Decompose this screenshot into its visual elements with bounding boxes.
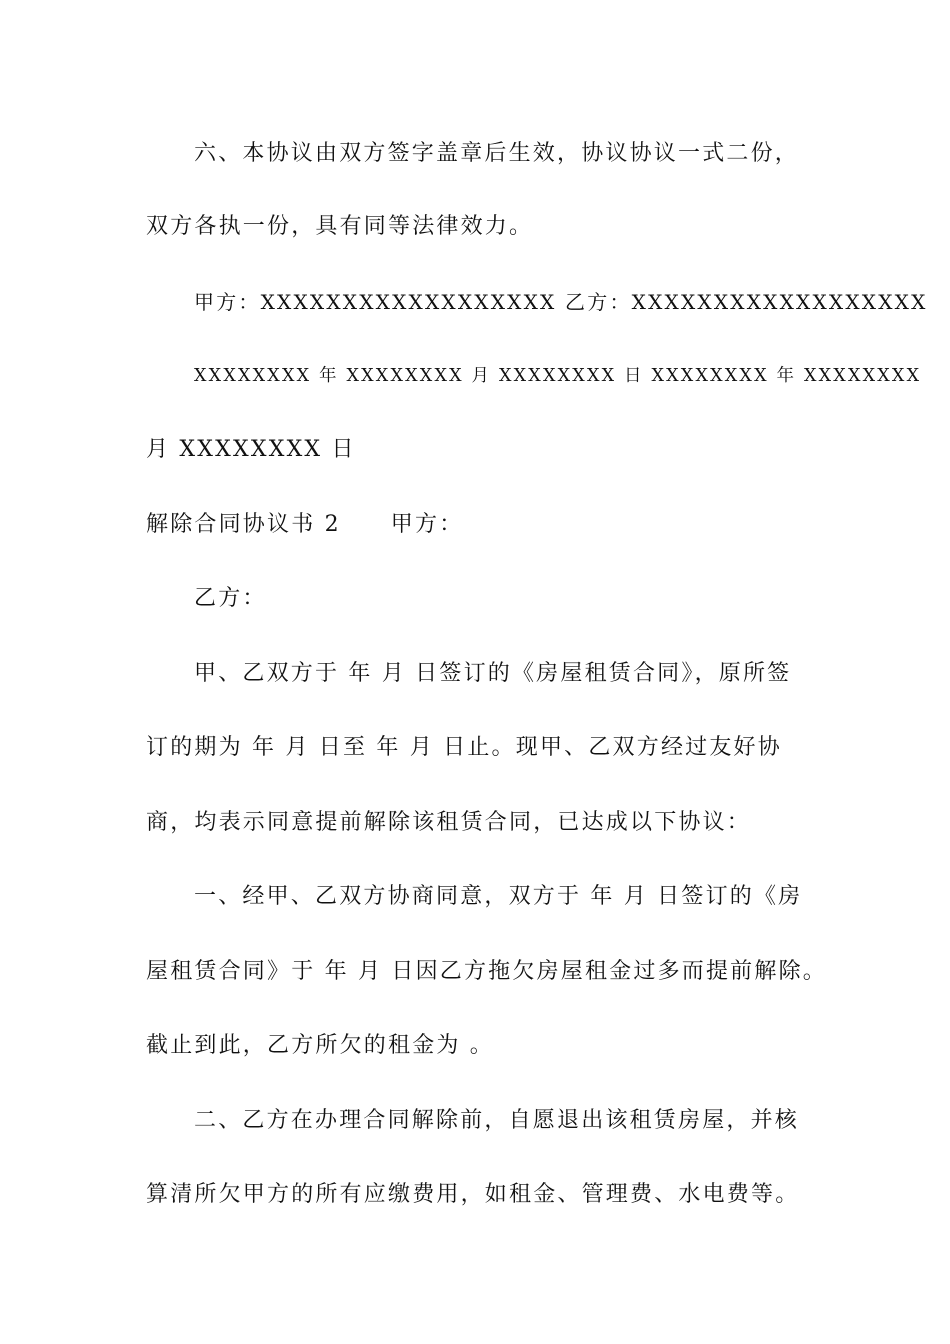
agreement-2-title: 解除合同协议书 2 xyxy=(146,512,341,537)
agreement-2-heading-line xyxy=(146,510,463,540)
party-b-label: 乙方： xyxy=(194,586,267,611)
signature-parties-line: 甲方：XXXXXXXXXXXXXXXXXX 乙方：XXXXXXXXXXXXXXXXXX xyxy=(194,290,928,314)
clause-6-line-2: 双方各执一份，具有同等法律效力。 xyxy=(146,214,534,239)
preamble-line-2: 订的期为 年 月 日至 年 月 日止。现甲、乙双方经过友好协 xyxy=(146,735,782,760)
preamble-line-1: 甲、乙双方于 年 月 日签订的《房屋租赁合同》，原所签 xyxy=(194,661,792,686)
preamble-line-3: 商，均表示同意提前解除该租赁合同，已达成以下协议： xyxy=(146,810,752,835)
signature-dates-line-1: XXXXXXXX 年 XXXXXXXX 月 XXXXXXXX 日 XXXXXXXX 年 XXXXXXXX xyxy=(194,366,922,386)
clause-1-line-3: 截止到此，乙方所欠的租金为 。 xyxy=(146,1033,494,1058)
clause-6-line-1: 六、本协议由双方签字盖章后生效，协议协议一式二份， xyxy=(194,141,800,166)
clause-2-line-2: 算清所欠甲方的所有应缴费用，如租金、管理费、水电费等。 xyxy=(146,1182,800,1207)
clause-2-line-1: 二、乙方在办理合同解除前，自愿退出该租赁房屋，并核 xyxy=(194,1108,800,1133)
party-a-label: 甲方： xyxy=(390,512,464,537)
signature-dates-line-2: 月 XXXXXXXX 日 xyxy=(146,437,356,462)
clause-1-line-1: 一、经甲、乙双方协商同意，双方于 年 月 日签订的《房 xyxy=(194,884,803,909)
clause-1-line-2: 屋租赁合同》于 年 月 日因乙方拖欠房屋租金过多而提前解除。 xyxy=(146,959,827,984)
